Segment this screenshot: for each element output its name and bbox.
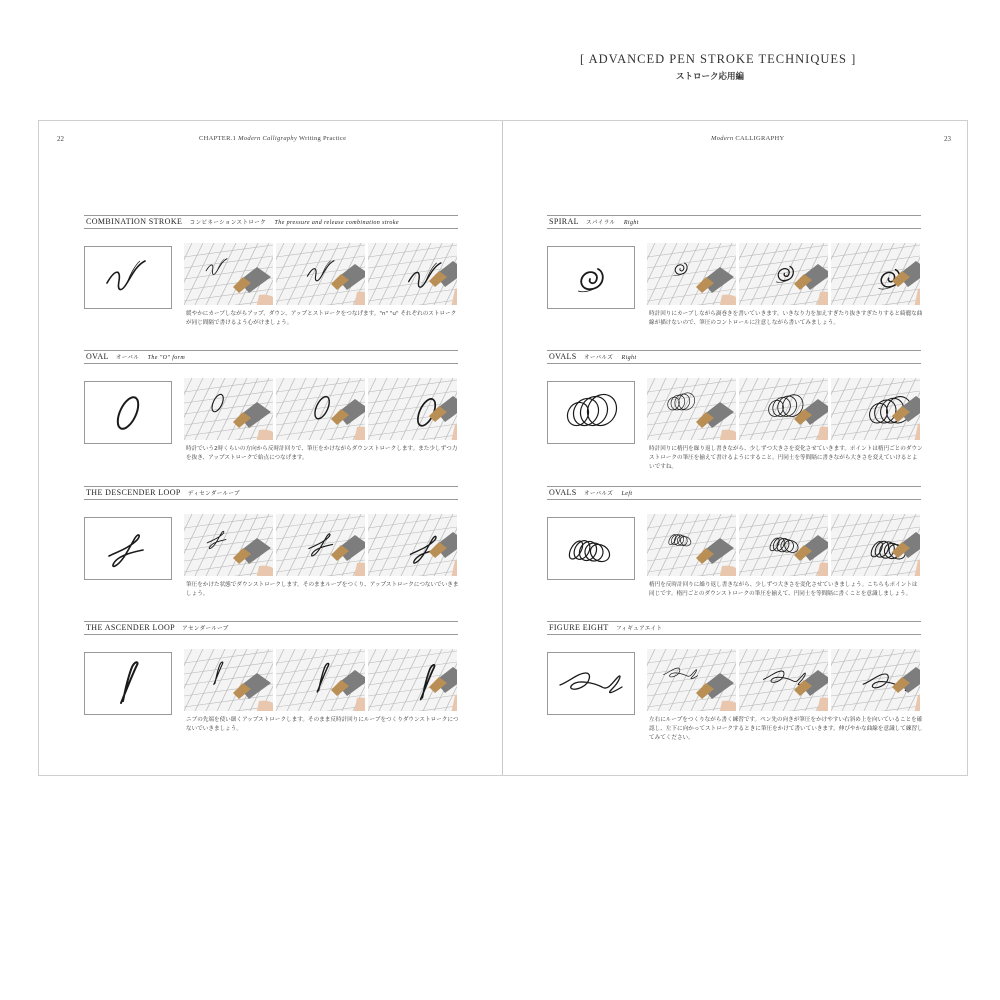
practice-photo-3 <box>831 378 920 440</box>
rule-top <box>84 621 458 622</box>
rule-top <box>547 486 921 487</box>
section-title <box>549 217 639 226</box>
section-caption: ニブの先端を使い細くアップストロークします。そのまま反時計回りにループをつくりダウンストロークにつないでいきましょう。 <box>186 717 459 732</box>
sample-stroke-box <box>84 246 172 309</box>
section-oval-left <box>84 350 458 480</box>
section-title-en: OVALS <box>549 352 577 361</box>
section-title-jp: コンビネーションストローク <box>189 220 267 226</box>
rule-bottom <box>84 634 458 635</box>
section-the-descender-loop-left <box>84 486 458 616</box>
practice-photo-1 <box>647 514 736 576</box>
sample-stroke-combo <box>85 247 171 308</box>
sample-stroke-descender <box>85 518 171 579</box>
practice-photo-1 <box>184 649 273 711</box>
sample-stroke-box <box>84 517 172 580</box>
section-title-en: THE DESCENDER LOOP <box>86 488 181 497</box>
section-header <box>547 350 921 364</box>
practice-photo-1 <box>184 378 273 440</box>
section-title <box>86 352 185 361</box>
rule-top <box>84 486 458 487</box>
section-subtitle: Right <box>621 355 637 361</box>
section-header <box>84 621 458 635</box>
section-title-en: OVAL <box>86 352 109 361</box>
sample-stroke-box <box>547 517 635 580</box>
practice-photo-2 <box>276 378 365 440</box>
section-header <box>547 621 921 635</box>
sample-stroke-box <box>84 381 172 444</box>
practice-photo-2 <box>276 243 365 305</box>
rule-bottom <box>547 228 921 229</box>
rule-top <box>84 215 458 216</box>
rule-top <box>84 350 458 351</box>
section-header <box>84 350 458 364</box>
running-head-rest: Writing Practice <box>298 135 347 142</box>
practice-photo-3 <box>831 514 920 576</box>
section-title <box>86 623 235 632</box>
section-spiral-right <box>547 215 921 345</box>
spread-subtitle-jp: ストローク応用編 <box>675 72 744 82</box>
running-head-italic: Modern <box>711 135 734 142</box>
practice-photo-2 <box>739 378 828 440</box>
section-caption: 左右にループをつくりながら書く練習です。ペン先の向きが筆圧をかけやすい右斜め上を向いていることを確認し、左下に向かってストロークするときに筆圧をかけて書いていきます。伸びやかな曲線を意識して練習してみてください。 <box>649 717 923 741</box>
practice-photo-2 <box>739 243 828 305</box>
section-title-jp: オーバル <box>115 355 140 361</box>
section-the-ascender-loop-left <box>84 621 458 751</box>
sample-stroke-box <box>547 246 635 309</box>
running-head-rest: CALLIGRAPHY <box>735 135 785 142</box>
sample-stroke-eight <box>548 653 634 714</box>
practice-photo-1 <box>184 243 273 305</box>
chapter-label: CHAPTER.1 <box>199 135 237 142</box>
section-ovals-right <box>547 486 921 616</box>
practice-photo-2 <box>739 514 828 576</box>
rule-bottom <box>84 499 458 500</box>
sample-stroke-ovals_right <box>548 382 634 443</box>
section-caption: 緩やかにカーブしながらアップ、ダウン、アップとストロークをつなげます。"n" "u" それぞれのストロークが同じ間隔で書けるよう心がけましょう。 <box>186 311 457 326</box>
section-title-en: FIGURE EIGHT <box>549 623 609 632</box>
rule-bottom <box>84 228 458 229</box>
practice-photo-2 <box>276 514 365 576</box>
section-title-jp: フィギュアエイト <box>615 626 663 632</box>
section-title <box>86 488 246 497</box>
section-title <box>549 623 668 632</box>
rule-top <box>547 621 921 622</box>
practice-photo-3 <box>368 378 457 440</box>
practice-photo-1 <box>647 378 736 440</box>
section-title-jp: オーバルズ <box>584 491 614 497</box>
sample-stroke-box <box>84 652 172 715</box>
left-folio: 22 <box>57 135 64 143</box>
sample-stroke-spiral <box>548 247 634 308</box>
section-title-en: COMBINATION STROKE <box>86 217 183 226</box>
practice-photo-1 <box>647 243 736 305</box>
practice-photo-3 <box>368 514 457 576</box>
section-title-en: THE ASCENDER LOOP <box>86 623 175 632</box>
practice-photo-3 <box>831 649 920 711</box>
section-header <box>84 215 458 229</box>
sample-stroke-box <box>547 381 635 444</box>
left-running-head <box>199 135 346 142</box>
section-subtitle: Right <box>623 220 639 226</box>
rule-bottom <box>547 634 921 635</box>
practice-photo-1 <box>647 649 736 711</box>
practice-photo-2 <box>739 649 828 711</box>
section-ovals-right <box>547 350 921 480</box>
section-title-jp: オーバルズ <box>584 355 614 361</box>
sample-stroke-ascender <box>85 653 171 714</box>
practice-photo-2 <box>276 649 365 711</box>
sample-stroke-oval <box>85 382 171 443</box>
right-folio: 23 <box>944 135 951 143</box>
spread-title: [ ADVANCED PEN STROKE TECHNIQUES ] <box>580 52 857 66</box>
practice-photo-1 <box>184 514 273 576</box>
section-title-jp: ディセンダーループ <box>187 491 240 497</box>
section-subtitle: The pressure and release combination stroke <box>274 220 399 226</box>
practice-photo-3 <box>831 243 920 305</box>
section-caption: 時計回りにカーブしながら渦巻きを書いていきます。いきなり力を加えすぎたり抜きすぎたりすると綺麗な曲線が描けないので、筆圧のコントロールに注意しながら書いてみましょう。 <box>649 311 923 326</box>
rule-top <box>547 215 921 216</box>
practice-photo-3 <box>368 243 457 305</box>
section-subtitle: Left <box>621 491 633 497</box>
section-title <box>86 217 399 226</box>
section-caption: 筆圧をかけた状態でダウンストロークします。そのままループをつくり、アップストロークにつないでいきましょう。 <box>186 582 459 597</box>
section-combination-stroke-left <box>84 215 458 345</box>
rule-bottom <box>547 363 921 364</box>
section-figure-eight-right <box>547 621 921 751</box>
section-title-jp: スパイラル <box>586 220 616 226</box>
section-caption: 時計でいう2時くらいの方向から反時計回りで、筆圧をかけながらダウンストロークします。また少しずつ力を抜き、アップストロークで始点につなげます。 <box>186 446 458 461</box>
rule-bottom <box>84 363 458 364</box>
section-header <box>547 215 921 229</box>
practice-photo-3 <box>368 649 457 711</box>
section-title-en: OVALS <box>549 488 577 497</box>
section-caption: 時計回りに楕円を繰り返し書きながら、少しずつ大きさを変化させていきます。ポイントは楕円ごとのダウンストロークの筆圧を揃えて書けるようにすること。円同士を等間隔に書きながら大きさを変えていけるとよいですね。 <box>649 446 923 470</box>
section-title <box>549 488 632 497</box>
running-head-italic: Modern Calligraphy <box>238 135 298 142</box>
section-title <box>549 352 637 361</box>
sample-stroke-ovals_left <box>548 518 634 579</box>
section-header <box>547 486 921 500</box>
section-title-en: SPIRAL <box>549 217 579 226</box>
sample-stroke-box <box>547 652 635 715</box>
rule-top <box>547 350 921 351</box>
right-running-head <box>711 135 785 142</box>
section-subtitle: The "O" form <box>147 355 186 361</box>
section-caption: 楕円を反時計回りに繰り返し書きながら、少しずつ大きさを変化させていきましょう。こちらもポイントは同じです。楕円ごとのダウンストロークの筆圧を揃えて、円同士を等間隔に書くことを意識しましょう。 <box>649 582 918 597</box>
section-header <box>84 486 458 500</box>
rule-bottom <box>547 499 921 500</box>
gutter <box>502 121 503 775</box>
section-title-jp: アセンダーループ <box>182 626 229 632</box>
